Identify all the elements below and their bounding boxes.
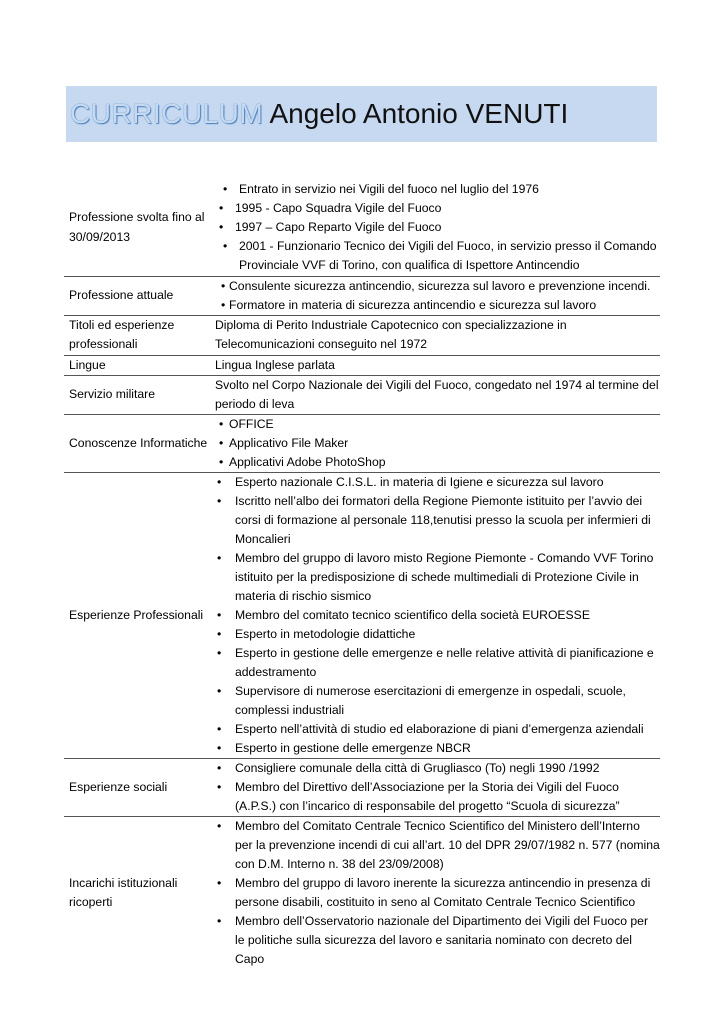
row-incarichi (64, 817, 660, 970)
list-item: • Esperto nazionale C.I.S.L. in materia di Igiene e sicurezza sul lavoro (215, 473, 660, 492)
title-name: Angelo Antonio VENUTI (269, 98, 569, 129)
list-item: • Membro del comitato tecnico scientifico della società EUROESSE (215, 606, 660, 625)
list-item: • Membro del Direttivo dell’Associazione per la Storia dei Vigili del Fuoco (A.P.S.) con l’incarico di responsabile del progetto “Scuola di sicurezza” (215, 778, 660, 816)
row-label: Esperienze sociali (64, 759, 211, 817)
row-servizio-militare (64, 376, 660, 415)
cv-table (64, 180, 660, 969)
list-item: • Membro del Comitato Centrale Tecnico Scientifico del Ministero dell’Interno per la prevenzione incendi di cui all’art. 10 del DPR 29/07/1982 n. 577 (nomina con D.M. Interno n. 38 del 23/09/2008) (215, 817, 660, 874)
list-item: • Membro dell’Osservatorio nazionale del Dipartimento dei Vigili del Fuoco per le politiche sulla sicurezza del lavoro e sanitaria nominato con decreto del Capo (215, 912, 660, 969)
row-content (211, 276, 660, 315)
row-label: Esperienze Professionali (64, 473, 211, 759)
list-item: • Applicativo File Maker (215, 434, 660, 453)
row-professione-svolta (64, 180, 660, 276)
list-item: • Consigliere comunale della città di Grugliasco (To) negli 1990 /1992 (215, 759, 660, 778)
row-label: Conoscenze Informatiche (64, 415, 211, 473)
row-label: Professione attuale (64, 276, 211, 315)
row-content (211, 759, 660, 817)
row-content (211, 817, 660, 970)
row-content: Lingua Inglese parlata (211, 355, 660, 376)
list-item: • Formatore in materia di sicurezza antincendio e sicurezza sul lavoro (215, 296, 660, 315)
row-content: Svolto nel Corpo Nazionale dei Vigili del Fuoco, congedato nel 1974 al termine del periodo di leva (211, 376, 660, 415)
row-label: Titoli ed esperienze professionali (64, 315, 211, 355)
list-item: • Iscritto nell’albo dei formatori della Regione Piemonte istituito per l’avvio dei corsi di formazione al personale 118,tenutisi presso la scuola per infermieri di Moncalieri (215, 492, 660, 549)
list-item: • 1995 - Capo Squadra Vigile del Fuoco (215, 199, 660, 218)
row-esperienze-sociali (64, 759, 660, 817)
list-item: • Supervisore di numerose esercitazioni di emergenze in ospedali, scuole, complessi industriali (215, 682, 660, 720)
row-esperienze-professionali (64, 473, 660, 759)
list-item: • Consulente sicurezza antincendio, sicurezza sul lavoro e prevenzione incendi. (215, 277, 660, 296)
row-conoscenze (64, 415, 660, 473)
row-label: Servizio militare (64, 376, 211, 415)
row-titoli (64, 315, 660, 355)
list-item: • Esperto in gestione delle emergenze NBCR (215, 739, 660, 758)
row-content (211, 473, 660, 759)
list-item: • OFFICE (215, 415, 660, 434)
row-label: Lingue (64, 355, 211, 376)
row-professione-attuale (64, 276, 660, 315)
list-item: • 2001 - Funzionario Tecnico dei Vigili del Fuoco, in servizio presso il Comando Provinciale VVF di Torino, con qualifica di Ispettore Antincendio (215, 237, 660, 275)
row-label: Professione svolta fino al 30/09/2013 (64, 180, 211, 276)
title-prefix: CURRICULUM (70, 98, 264, 129)
list-item: • Esperto nell’attività di studio ed elaborazione di piani d’emergenza aziendali (215, 720, 660, 739)
list-item: • Esperto in metodologie didattiche (215, 625, 660, 644)
row-label: Incarichi istituzionali ricoperti (69, 875, 178, 909)
list-item: • Membro del gruppo di lavoro inerente la sicurezza antincendio in presenza di persone disabili, costituito in seno al Comitato Centrale Tecnico Scientifico (215, 874, 660, 912)
list-item: • 1997 – Capo Reparto Vigile del Fuoco (215, 218, 660, 237)
row-lingue (64, 355, 660, 376)
row-content (211, 415, 660, 473)
list-item: • Membro del gruppo di lavoro misto Regione Piemonte - Comando VVF Torino istituito per la predisposizione di schede multimediali di Protezione Civile in materia di rischio sismico (215, 549, 660, 606)
list-item: • Applicativi Adobe PhotoShop (215, 453, 660, 472)
list-item: • Esperto in gestione delle emergenze e nelle relative attività di pianificazione e addestramento (215, 644, 660, 682)
page-title (70, 96, 568, 132)
list-item: • Entrato in servizio nei Vigili del fuoco nel luglio del 1976 (215, 180, 660, 199)
row-content (211, 180, 660, 276)
row-content: Diploma di Perito Industriale Capotecnico con specializzazione in Telecomunicazioni conseguito nel 1972 (211, 315, 660, 355)
